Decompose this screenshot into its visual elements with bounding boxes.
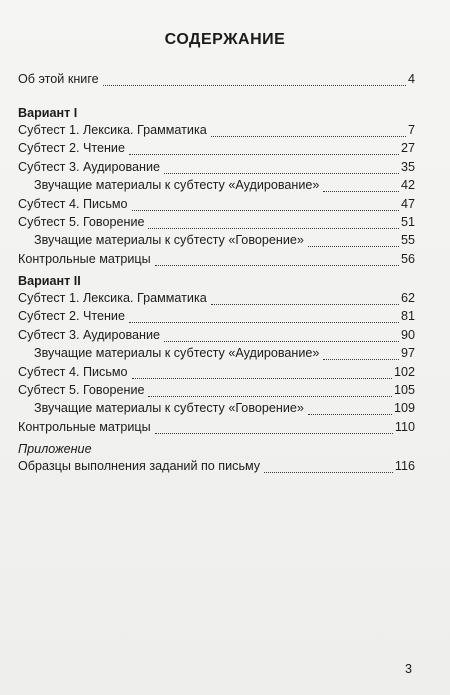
page-number: 3: [404, 662, 412, 676]
dot-leader: [129, 143, 399, 155]
toc-entry-label: Субтест 4. Письмо: [18, 364, 128, 379]
toc-entry[interactable]: [18, 383, 415, 400]
toc-entry-label: Образцы выполнения заданий по письму: [18, 459, 261, 473]
toc-entry-label: Субтест 4. Письмо: [18, 196, 128, 211]
toc-entry[interactable]: [18, 252, 415, 269]
toc-entry-label: Звучащие материалы к субтесту «Аудирование»: [34, 346, 320, 361]
toc-entry[interactable]: [18, 309, 415, 326]
toc-entry-page: 81: [400, 309, 415, 324]
toc-entry-label: Субтест 2. Чтение: [18, 309, 125, 324]
toc-entry-page: 110: [394, 419, 415, 434]
dot-leader: [308, 235, 399, 247]
toc-entry-page: 35: [400, 159, 415, 174]
toc-entry[interactable]: [18, 420, 415, 437]
toc-entry-page: 62: [400, 291, 415, 305]
toc-entry-page: 90: [400, 327, 415, 342]
toc-entry[interactable]: [18, 160, 415, 177]
toc-entry-page: 7: [407, 123, 415, 137]
toc-entry-label: Контрольные матрицы: [18, 251, 151, 266]
dot-leader: [132, 367, 392, 379]
toc-entry-label: Звучащие материалы к субтесту «Говорение»: [34, 401, 304, 416]
dot-leader: [323, 348, 399, 360]
dot-leader: [103, 74, 406, 86]
toc-entry[interactable]: [18, 328, 415, 345]
toc-entry[interactable]: [18, 197, 415, 214]
toc-entry-page: 51: [400, 215, 415, 229]
toc-entry-page: 116: [394, 459, 415, 473]
toc-entry[interactable]: [18, 459, 415, 476]
toc-entry-page: 55: [400, 233, 415, 248]
dot-leader: [155, 422, 393, 434]
section-heading-variant-2: Вариант II: [18, 274, 81, 288]
toc-entry-page: 102: [393, 364, 415, 379]
dot-leader: [148, 217, 399, 229]
dot-leader: [323, 180, 399, 192]
toc-entry-label: Субтест 3. Аудирование: [18, 327, 161, 342]
dot-leader: [132, 199, 399, 211]
toc-entry-intro[interactable]: [18, 72, 415, 89]
toc-entry-label: Субтест 1. Лексика. Грамматика: [18, 123, 207, 137]
dot-leader: [155, 254, 399, 266]
toc-entry-page: 47: [400, 196, 415, 211]
toc-entry-page: 105: [393, 383, 415, 397]
toc-entry[interactable]: [18, 233, 415, 250]
toc-entry-label: Об этой книге: [18, 72, 99, 86]
toc-entry[interactable]: [18, 141, 415, 158]
toc-entry-page: 4: [407, 72, 415, 86]
toc-entry-label: Субтест 1. Лексика. Грамматика: [18, 291, 207, 305]
dot-leader: [129, 311, 399, 323]
toc-entry-label: Звучащие материалы к субтесту «Аудирование»: [34, 178, 320, 193]
toc-entry-page: 42: [400, 178, 415, 193]
toc-entry-label: Субтест 3. Аудирование: [18, 159, 161, 174]
toc-entry-page: 27: [400, 141, 415, 156]
section-heading-appendix: Приложение: [18, 442, 92, 456]
toc-entry-page: 56: [400, 251, 415, 266]
toc-entry[interactable]: [18, 123, 415, 140]
dot-leader: [264, 461, 393, 473]
section-heading-variant-1: Вариант I: [18, 106, 78, 120]
dot-leader: [211, 293, 399, 305]
toc-entry[interactable]: [18, 346, 415, 363]
toc-entry-label: Субтест 5. Говорение: [18, 215, 145, 229]
dot-leader: [148, 385, 392, 397]
toc-entry-label: Субтест 2. Чтение: [18, 141, 125, 156]
dot-leader: [308, 403, 392, 415]
dot-leader: [164, 162, 399, 174]
toc-entry-page: 109: [393, 401, 415, 416]
toc-entry-label: Субтест 5. Говорение: [18, 383, 145, 397]
dot-leader: [211, 125, 406, 137]
toc-entry[interactable]: [18, 178, 415, 195]
toc-entry[interactable]: [18, 365, 415, 382]
page-title: СОДЕРЖАНИЕ: [164, 31, 286, 48]
toc-entry[interactable]: [18, 291, 415, 308]
toc-entry-label: Звучащие материалы к субтесту «Говорение»: [34, 233, 304, 248]
toc-entry[interactable]: [18, 215, 415, 232]
dot-leader: [164, 330, 399, 342]
toc-entry-page: 97: [400, 346, 415, 361]
toc-entry-label: Контрольные матрицы: [18, 419, 151, 434]
toc-entry[interactable]: [18, 401, 415, 418]
